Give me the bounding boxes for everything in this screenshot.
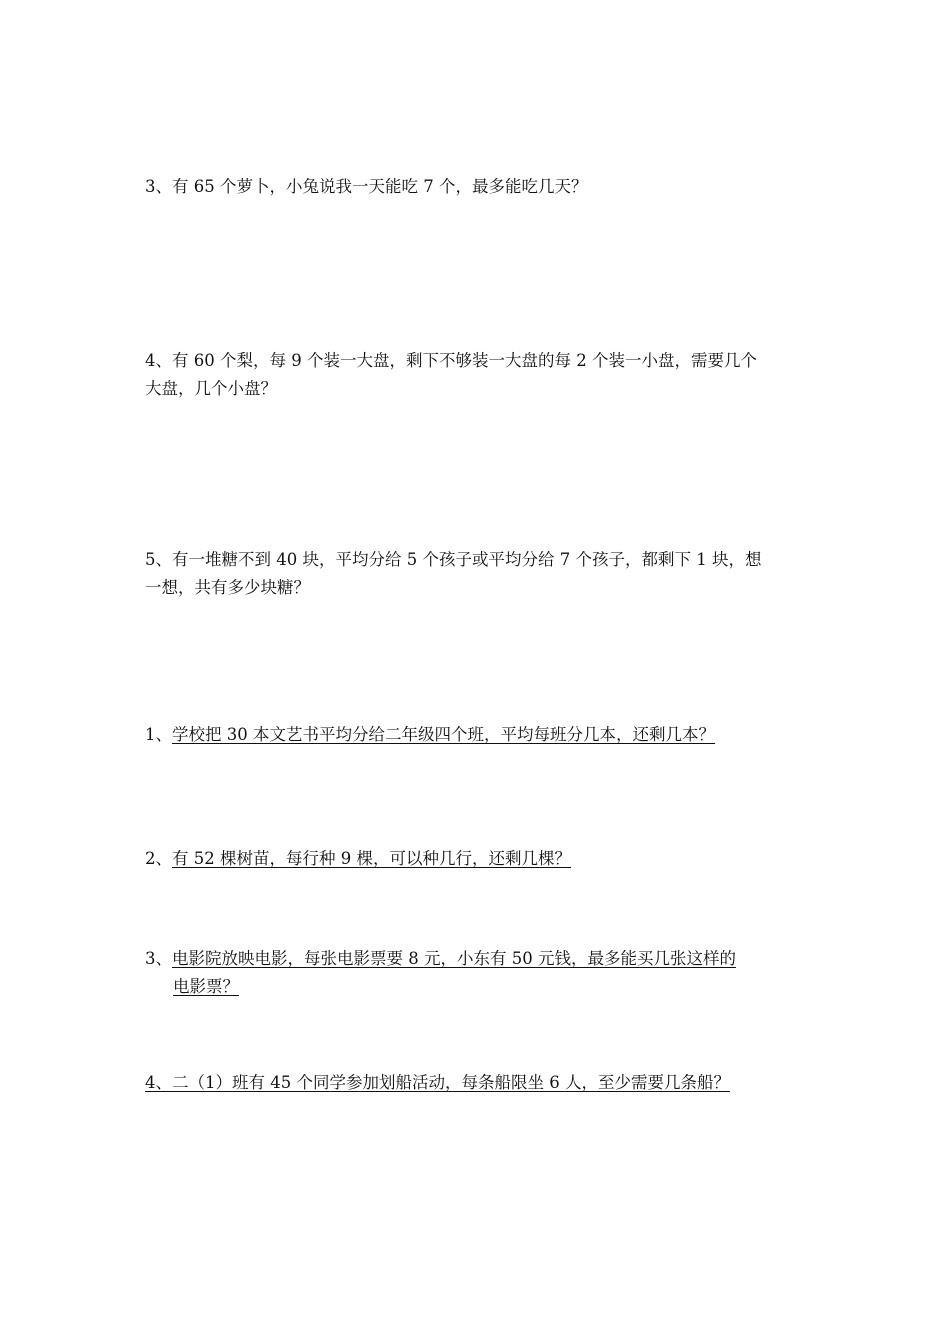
question-4-pears	[145, 347, 815, 403]
question-text-line-2: 电影票？	[173, 977, 239, 996]
question-text: 3、有 65 个萝卜，小兔说我一天能吃 7 个，最多能吃几天？	[145, 177, 588, 196]
question-1-books	[145, 721, 815, 749]
question-3-movie-tickets	[145, 945, 815, 1001]
question-text: 有 52 棵树苗，每行种 9 棵，可以种几行，还剩几棵？	[172, 849, 571, 868]
question-4-boats	[145, 1069, 815, 1097]
question-text: 学校把 30 本文艺书平均分给二年级四个班，平均每班分几本，还剩几本？	[172, 725, 715, 744]
question-number: 1、	[145, 725, 172, 744]
question-2-saplings	[145, 845, 815, 873]
question-3-carrots	[145, 173, 815, 201]
question-text-line-2: 大盘，几个小盘？	[145, 379, 277, 398]
question-text-line-2: 一想，共有多少块糖？	[145, 578, 310, 597]
question-number: 2、	[145, 849, 172, 868]
question-number: 3、	[145, 949, 172, 968]
question-text-line-1: 4、有 60 个梨，每 9 个装一大盘，剩下不够装一大盘的每 2 个装一小盘，需要几个	[145, 351, 757, 370]
question-text: 4、二（1）班有 45 个同学参加划船活动，每条船限坐 6 人，至少需要几条船？	[145, 1073, 730, 1092]
question-text-line-1: 电影院放映电影，每张电影票要 8 元，小东有 50 元钱，最多能买几张这样的	[172, 949, 736, 968]
question-5-candy	[145, 546, 815, 602]
question-text-line-1: 5、有一堆糖不到 40 块，平均分给 5 个孩子或平均分给 7 个孩子，都剩下 1 块，想	[145, 550, 762, 569]
